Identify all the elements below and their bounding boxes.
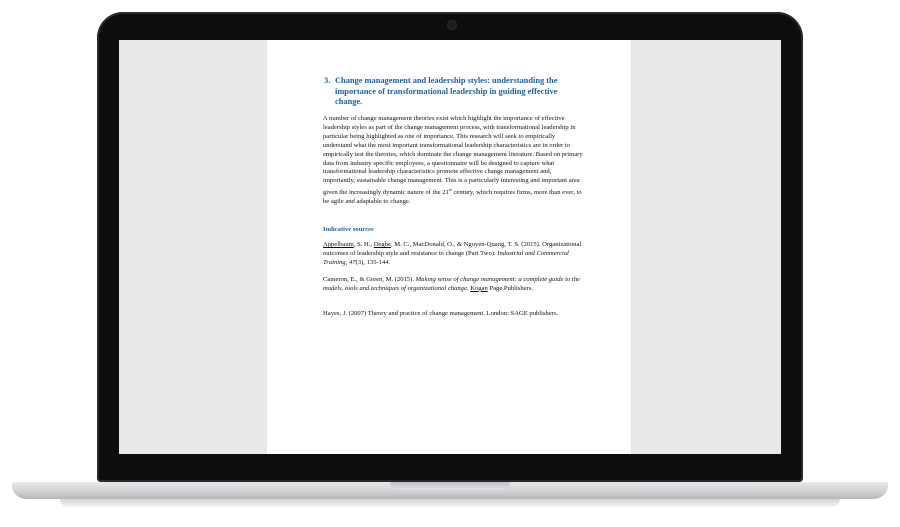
indicative-sources-heading: Indicative sources bbox=[323, 226, 374, 233]
reference-item bbox=[323, 276, 583, 294]
section-title: Change management and leadership styles: understanding the importance of transformational leadership in guiding effective change. bbox=[335, 76, 558, 107]
reference-text: , S. H., bbox=[353, 241, 374, 248]
laptop-base-shadow bbox=[60, 499, 840, 507]
reference-publisher: Kogan bbox=[470, 284, 488, 292]
paragraph-text-end: century, which requires firms, more than ever, to be agile and adaptable to change. bbox=[323, 189, 582, 206]
webcam-icon bbox=[448, 21, 456, 29]
reference-text: , M. C., MacDonald, O., & Nguyen-Quang, T. S. (2015). Organizational outcomes of leadership style and resistance to change (Part Two). bbox=[323, 241, 582, 257]
reference-author: Degbe bbox=[373, 241, 391, 248]
laptop-screen bbox=[119, 40, 781, 454]
reference-text: (3), 135-144. bbox=[355, 258, 391, 266]
paragraph-text: A number of change management theories exist which highlight the importance of effective leadership styles as part of the change management process, with transformational leadership in particular being highlighted as one of importance. This research will seek to empirically understand what the most important transformational leadership characteristics are in order to empirically test the theories, which dominate the change management literature. Based on primary data from industry specific employees, a questionnaire will be designed to capture what transformational leadership characteristics promote effective change management and, importantly, sustainable change management. This is a particularly interesting and important area given the increasingly dynamic nature of the 21 bbox=[323, 115, 583, 197]
laptop-notch bbox=[390, 482, 510, 490]
reference-item: Hayes, J. (2007) Theory and practice of change management. London: SAGE publishers. bbox=[323, 310, 559, 317]
document-page bbox=[267, 40, 631, 454]
body-paragraph bbox=[323, 115, 583, 207]
reference-title: Making sense of change management: a complete guide to the models, tools and techniques of organizational change. bbox=[323, 276, 580, 292]
reference-author: Appelbaum bbox=[323, 241, 354, 248]
reference-text: Cameron, E., & Green, M. (2015). bbox=[323, 276, 416, 283]
section-number: 3. bbox=[324, 76, 331, 85]
reference-journal: Industrial and Commercial Training, 47 bbox=[323, 249, 569, 266]
section-heading bbox=[324, 76, 585, 108]
paragraph-superscript: st bbox=[448, 187, 452, 193]
reference-item bbox=[323, 241, 583, 268]
reference-text: Page Publishers. bbox=[487, 284, 534, 292]
